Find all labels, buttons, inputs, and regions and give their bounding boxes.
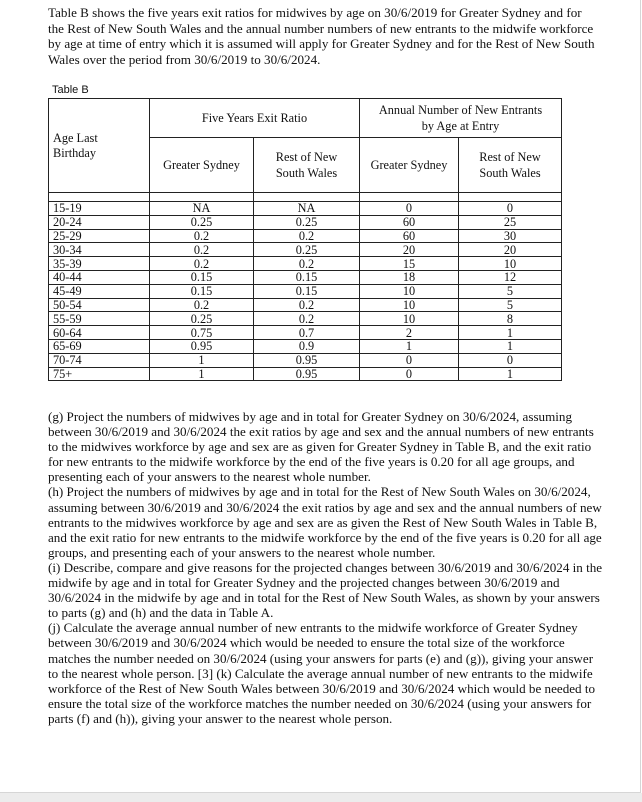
- age-column-header: [49, 99, 150, 193]
- new-entrants-header-line-1: Annual Number of New Entrants: [378, 103, 543, 117]
- entrants-rest-nsw-cell: 10: [459, 257, 562, 271]
- question-h: (h) Project the numbers of midwives by age and in total for the Rest of New South Wales on 30/6/2024, assuming between 30/6/2019 and 30/6/2024 the exit ratios by age and sex and the annual numbers of new entrants to the midwives workforce by age and sex are as given the Rest of New South Wales in Table B, and the exit ratio for new entrants to the midwife workforce by the end of the five years is 0.20 for all age groups, and presenting each of your answers to the nearest whole number.: [48, 484, 602, 560]
- exit-rest-nsw-header: [254, 138, 360, 193]
- entrants-rest-nsw-cell: 8: [459, 312, 562, 326]
- exit-greater-sydney-cell: 0.75: [150, 326, 254, 340]
- table-row: [49, 284, 562, 298]
- age-cell: 15-19: [49, 202, 150, 216]
- exit-greater-sydney-cell: 1: [150, 353, 254, 367]
- bottom-strip: [0, 793, 642, 802]
- age-header-line-1: Age Last: [53, 130, 98, 145]
- spacer-row: [49, 193, 562, 202]
- table-row: [49, 298, 562, 312]
- exit-rest-nsw-cell: 0.95: [254, 353, 360, 367]
- entrants-greater-sydney-cell: 0: [360, 202, 459, 216]
- exit-rest-nsw-cell: NA: [254, 202, 360, 216]
- entrants-rest-nsw-header: [459, 138, 562, 193]
- entrants-greater-sydney-cell: 1: [360, 339, 459, 353]
- entrants-greater-sydney-cell: 10: [360, 284, 459, 298]
- table-b: [48, 98, 562, 381]
- table-row: [49, 339, 562, 353]
- entrants-greater-sydney-cell: 10: [360, 312, 459, 326]
- entrants-rest-nsw-cell: 5: [459, 298, 562, 312]
- entrants-greater-sydney-cell: 20: [360, 243, 459, 257]
- exit-greater-sydney-cell: 0.15: [150, 284, 254, 298]
- exit-rest-nsw-cell: 0.7: [254, 326, 360, 340]
- exit-rest-nsw-cell: 0.2: [254, 298, 360, 312]
- question-g: (g) Project the numbers of midwives by age and in total for Greater Sydney on 30/6/2024, assuming between 30/6/2019 and 30/6/2024 the exit ratios by age and sex and the annual numbers of new entrants to the midwives workforce by age and sex are as given for Greater Sydney in Table B, and the exit ratio for new entrants to the midwife workforce by the end of the five years is 0.20 for all age groups, and presenting each of your answers to the nearest whole number.: [48, 409, 594, 485]
- exit-greater-sydney-cell: 0.2: [150, 229, 254, 243]
- exit-rest-nsw-line-2: South Wales: [275, 166, 338, 180]
- entrants-greater-sydney-cell: 60: [360, 215, 459, 229]
- entrants-greater-sydney-cell: 15: [360, 257, 459, 271]
- table-row: [49, 257, 562, 271]
- entrants-greater-sydney-cell: 60: [360, 229, 459, 243]
- new-entrants-header-line-2: by Age at Entry: [421, 119, 500, 133]
- exit-rest-nsw-cell: 0.2: [254, 257, 360, 271]
- entrants-greater-sydney-cell: 2: [360, 326, 459, 340]
- table-row: [49, 229, 562, 243]
- exit-rest-nsw-cell: 0.9: [254, 339, 360, 353]
- exit-rest-nsw-cell: 0.2: [254, 229, 360, 243]
- table-body: [49, 202, 562, 381]
- age-cell: 40-44: [49, 270, 150, 284]
- table-row: [49, 270, 562, 284]
- exit-rest-nsw-line-1: Rest of New: [275, 150, 338, 164]
- age-cell: 30-34: [49, 243, 150, 257]
- entrants-rest-nsw-cell: 1: [459, 339, 562, 353]
- entrants-rest-nsw-cell: 12: [459, 270, 562, 284]
- entrants-greater-sydney-cell: 18: [360, 270, 459, 284]
- exit-rest-nsw-cell: 0.25: [254, 243, 360, 257]
- exit-rest-nsw-cell: 0.2: [254, 312, 360, 326]
- entrants-rest-nsw-cell: 1: [459, 367, 562, 381]
- question-i: (i) Describe, compare and give reasons for the projected changes between 30/6/2019 and 30/6/2024 in the midwife by age and in total for Greater Sydney and the projected changes between 30/6/2019 and 30/6/2024 in the midwife by age and in total for the Rest of New South Wales, as shown by your answers to parts (g) and (h) and the data in Table A.: [48, 559, 603, 621]
- exit-greater-sydney-cell: 0.2: [150, 298, 254, 312]
- exit-greater-sydney-cell: 1: [150, 367, 254, 381]
- exit-greater-sydney-cell: NA: [150, 202, 254, 216]
- age-cell: 50-54: [49, 298, 150, 312]
- entrants-greater-sydney-header: Greater Sydney: [360, 138, 459, 193]
- exit-greater-sydney-cell: 0.2: [150, 257, 254, 271]
- question-j-k: (j) Calculate the average annual number of new entrants to the midwife workforce of Greater Sydney between 30/6/2019 and 30/6/2024 which would be needed to ensure the total size of the workforce matches the number needed on 30/6/2024 (using your answers for parts (e) and (g)), giving your answer to the nearest whole person. [3] (k) Calculate the average annual number of new entrants to the midwife workforce of the Rest of New South Wales between 30/6/2019 and 30/6/2024 which would be needed to ensure the total size of the workforce matches the number needed on 30/6/2024 (using your answers for parts (f) and (h)), giving your answer to the nearest whole person.: [48, 620, 596, 726]
- entrants-rest-nsw-cell: 25: [459, 215, 562, 229]
- table-row: [49, 202, 562, 216]
- age-cell: 60-64: [49, 326, 150, 340]
- table-row: [49, 312, 562, 326]
- exit-greater-sydney-cell: 0.15: [150, 270, 254, 284]
- entrants-rest-nsw-cell: 0: [459, 353, 562, 367]
- entrants-greater-sydney-cell: 10: [360, 298, 459, 312]
- age-cell: 25-29: [49, 229, 150, 243]
- exit-greater-sydney-cell: 0.25: [150, 215, 254, 229]
- entrants-greater-sydney-cell: 0: [360, 367, 459, 381]
- exit-rest-nsw-cell: 0.15: [254, 270, 360, 284]
- questions-block: [48, 409, 604, 726]
- entrants-rest-nsw-cell: 20: [459, 243, 562, 257]
- age-cell: 35-39: [49, 257, 150, 271]
- table-row: [49, 367, 562, 381]
- age-cell: 75+: [49, 367, 150, 381]
- new-entrants-group-header: [360, 99, 562, 138]
- table-row: [49, 215, 562, 229]
- exit-greater-sydney-cell: 0.25: [150, 312, 254, 326]
- table-caption: Table B: [52, 84, 89, 96]
- exit-rest-nsw-cell: 0.15: [254, 284, 360, 298]
- age-cell: 70-74: [49, 353, 150, 367]
- table-row: [49, 326, 562, 340]
- intro-paragraph: Table B shows the five years exit ratios for midwives by age on 30/6/2019 for Greater Sydney and for the Rest of New South Wales and the annual number numbers of new entrants to the midwife workforce by age at time of entry which it is assumed will apply for Greater Sydney and for the Rest of New South Wales over the period from 30/6/2019 to 30/6/2024.: [48, 5, 595, 67]
- entrants-greater-sydney-cell: 0: [360, 353, 459, 367]
- exit-rest-nsw-cell: 0.95: [254, 367, 360, 381]
- table-row: [49, 353, 562, 367]
- entrants-rest-nsw-cell: 1: [459, 326, 562, 340]
- entrants-rest-nsw-cell: 0: [459, 202, 562, 216]
- age-cell: 45-49: [49, 284, 150, 298]
- exit-rest-nsw-cell: 0.25: [254, 215, 360, 229]
- age-cell: 65-69: [49, 339, 150, 353]
- age-header-line-2: Birthday: [53, 145, 97, 160]
- exit-greater-sydney-header: Greater Sydney: [150, 138, 254, 193]
- entrants-rest-nsw-cell: 5: [459, 284, 562, 298]
- exit-greater-sydney-cell: 0.95: [150, 339, 254, 353]
- age-cell: 55-59: [49, 312, 150, 326]
- entrants-rest-nsw-line-2: South Wales: [479, 166, 541, 180]
- entrants-rest-nsw-line-1: Rest of New: [479, 150, 541, 164]
- table-row: [49, 243, 562, 257]
- exit-ratio-group-header: Five Years Exit Ratio: [150, 99, 360, 138]
- age-cell: 20-24: [49, 215, 150, 229]
- exit-greater-sydney-cell: 0.2: [150, 243, 254, 257]
- entrants-rest-nsw-cell: 30: [459, 229, 562, 243]
